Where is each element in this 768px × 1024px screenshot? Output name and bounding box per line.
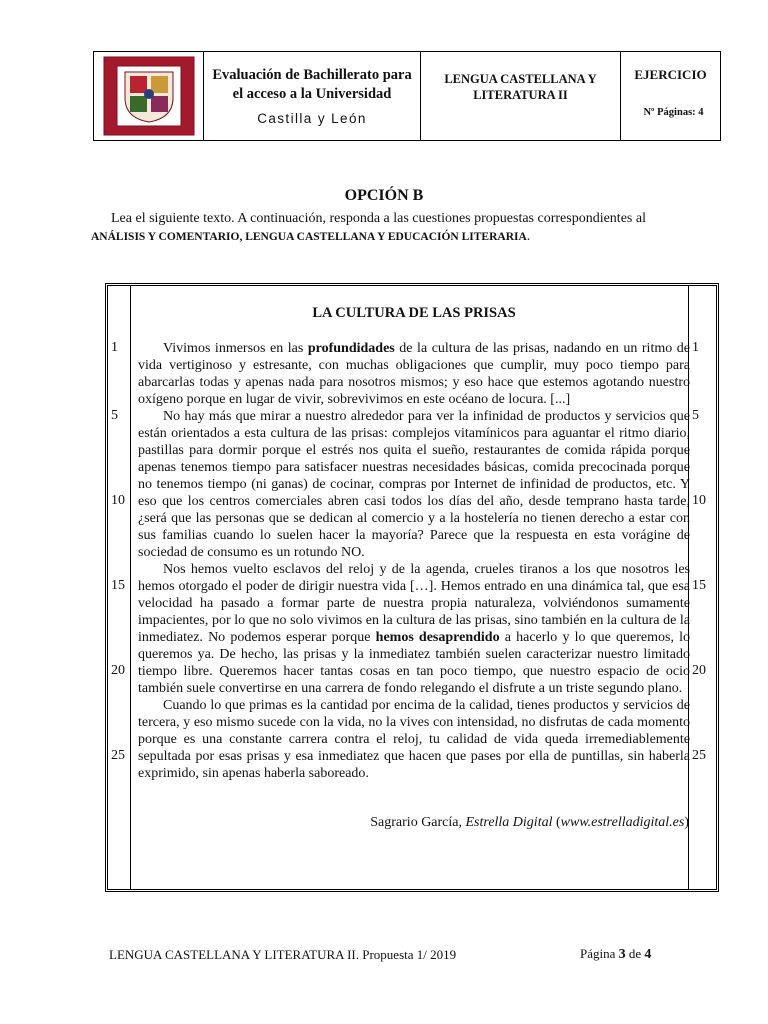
exam-title-line1: Evaluación de Bachillerato para [212,67,412,83]
paragraph: Cuando lo que primas es la cantidad por encima de la calidad, tienes productos y servicios de tercera, y eso mismo sucede con la vida, no la vives con intensidad, no disfrutas de cada momento porque es una constante carrera contra el reloj, tu calidad de vida queda irremediablemente sepultada por esas prisas y esa inmediatez que hacen que pases por ella de puntillas, sin haberla exprimido, sin apenas haberla saboreado. [138,698,690,781]
page-total: 4 [644,947,652,962]
page-of: de [625,946,645,961]
line-number: 20 [692,663,706,678]
line-number: 5 [111,408,118,423]
instructions [91,210,705,246]
line-number: 1 [692,340,699,355]
paragraph [138,340,690,408]
text-box [105,283,719,892]
line-number: 20 [111,663,125,678]
text-title: LA CULTURA DE LAS PRISAS [312,305,516,321]
line-numbers-right [688,286,716,889]
footer-left: LENGUA CASTELLANA Y LITERATURA II. Propuesta 1/ 2019 [109,947,457,962]
text-body [138,286,690,831]
paragraph: No hay más que mirar a nuestro alrededor para ver la infinidad de productos y servicios que están orientados a esta cultura de las prisas: complejos vitamínicos para aguantar el ritmo diario, pastillas para dormir porque el estrés nos quita el sueño, restaurantes de comida rápida porque apenas tenemos tiempo para satisfacer nuestras necesidades básicas, comida precocinada porque no tenemos tiempo (ni ganas) de cocinar, compras por Internet de infinidad de productos, etc. Y eso que los centros comerciales abren casi todos los días del año, desde temprano hasta tarde, ¿será que las personas que se dedican al comercio y a la hostelería no tienen derecho a estar con sus familias cuando lo suelen hacer la mayoría? Parece que la respuesta en esta vorágine de sociedad de consumo es un rotundo NO. [138,409,690,560]
logo-cell [94,52,204,140]
paragraph [138,561,690,697]
highlighted-phrase: hemos desaprendido [375,630,500,645]
source-separator: ( [552,815,561,830]
paragraph-text: Vivimos inmersos en las [163,341,308,356]
region-name: Castilla y León [257,111,367,126]
university-seal-icon [103,56,195,136]
line-number: 10 [692,493,706,508]
line-number: 10 [111,493,125,508]
line-number: 15 [111,578,125,593]
exam-title-cell [204,52,421,140]
instructions-line: Lea el siguiente texto. A continuación, responda a las cuestiones propuestas correspondientes al [111,211,646,226]
line-numbers-left [108,286,131,889]
subject-line2: LITERATURA II [473,88,568,102]
exam-header [93,51,721,141]
line-number: 1 [111,340,118,355]
line-number: 25 [111,748,125,763]
source-author: Sagrario García [370,815,459,830]
paragraph-text: de la cultura de las prisas, nadando en un ritmo de vida vertiginoso y estresante, con muchas obligaciones que cumplir, muy poco tiempo para abarcarlas todas y apenas nada para nosotros mismos; y eso hace que estemos agotando nuestro oxígeno porque en lugar de vivir, sobrevivimos en este océano de locura. [...] [138,341,690,407]
source-url: www.estrelladigital.es [560,815,685,830]
page-word: Página [580,946,619,961]
exercise-cell [621,52,720,140]
line-number: 5 [692,408,699,423]
paragraph-text: a hacerlo y lo que queremos, lo queremos ya. De hecho, las prisas y la inmediatez también suelen caracterizar nuestro limitado tiempo libre. Queremos hacer tantas cosas en tan poco tiempo, que nuestro espacio de ocio también suele convertirse en una carrera de fondo relegando el disfrute a un triste segundo plano. [138,630,691,696]
instructions-caps: ANÁLISIS Y COMENTARIO, LENGUA CASTELLANA Y EDUCACIÓN LITERARIA [91,231,527,243]
instructions-end: . [526,229,531,244]
line-number: 25 [692,748,706,763]
page-current: 3 [618,947,626,962]
page-indicator [580,946,651,963]
exam-title-line2: el acceso a la Universidad [232,86,392,102]
pages-count: Nº Páginas: 4 [643,107,704,118]
source-separator: ) [684,815,689,830]
source-separator: , [458,815,466,830]
highlighted-word: profundidades [307,341,395,356]
paragraph-text: Nos hemos vuelto esclavos del reloj y de la agenda, crueles tiranos a los que nosotros les hemos otorgado el poder de dirigir nuestra vida […]. Hemos entrado en una dinámica tal, que esa velocidad ha pasado a formar parte de nuestra propia naturaleza, volviéndonos sumamente impacientes, por lo que no solo vivimos en la cultura de las prisas, sino también en la cultura de la inmediatez. No podemos esperar porque [138,562,690,645]
subject-cell [421,52,621,140]
exercise-label: EJERCICIO [634,67,707,82]
source-publication: Estrella Digital [465,815,553,830]
line-number: 15 [692,578,706,593]
source-credit [138,815,690,831]
option-title: OPCIÓN B [344,187,424,204]
subject-line1: LENGUA CASTELLANA Y [444,72,597,86]
